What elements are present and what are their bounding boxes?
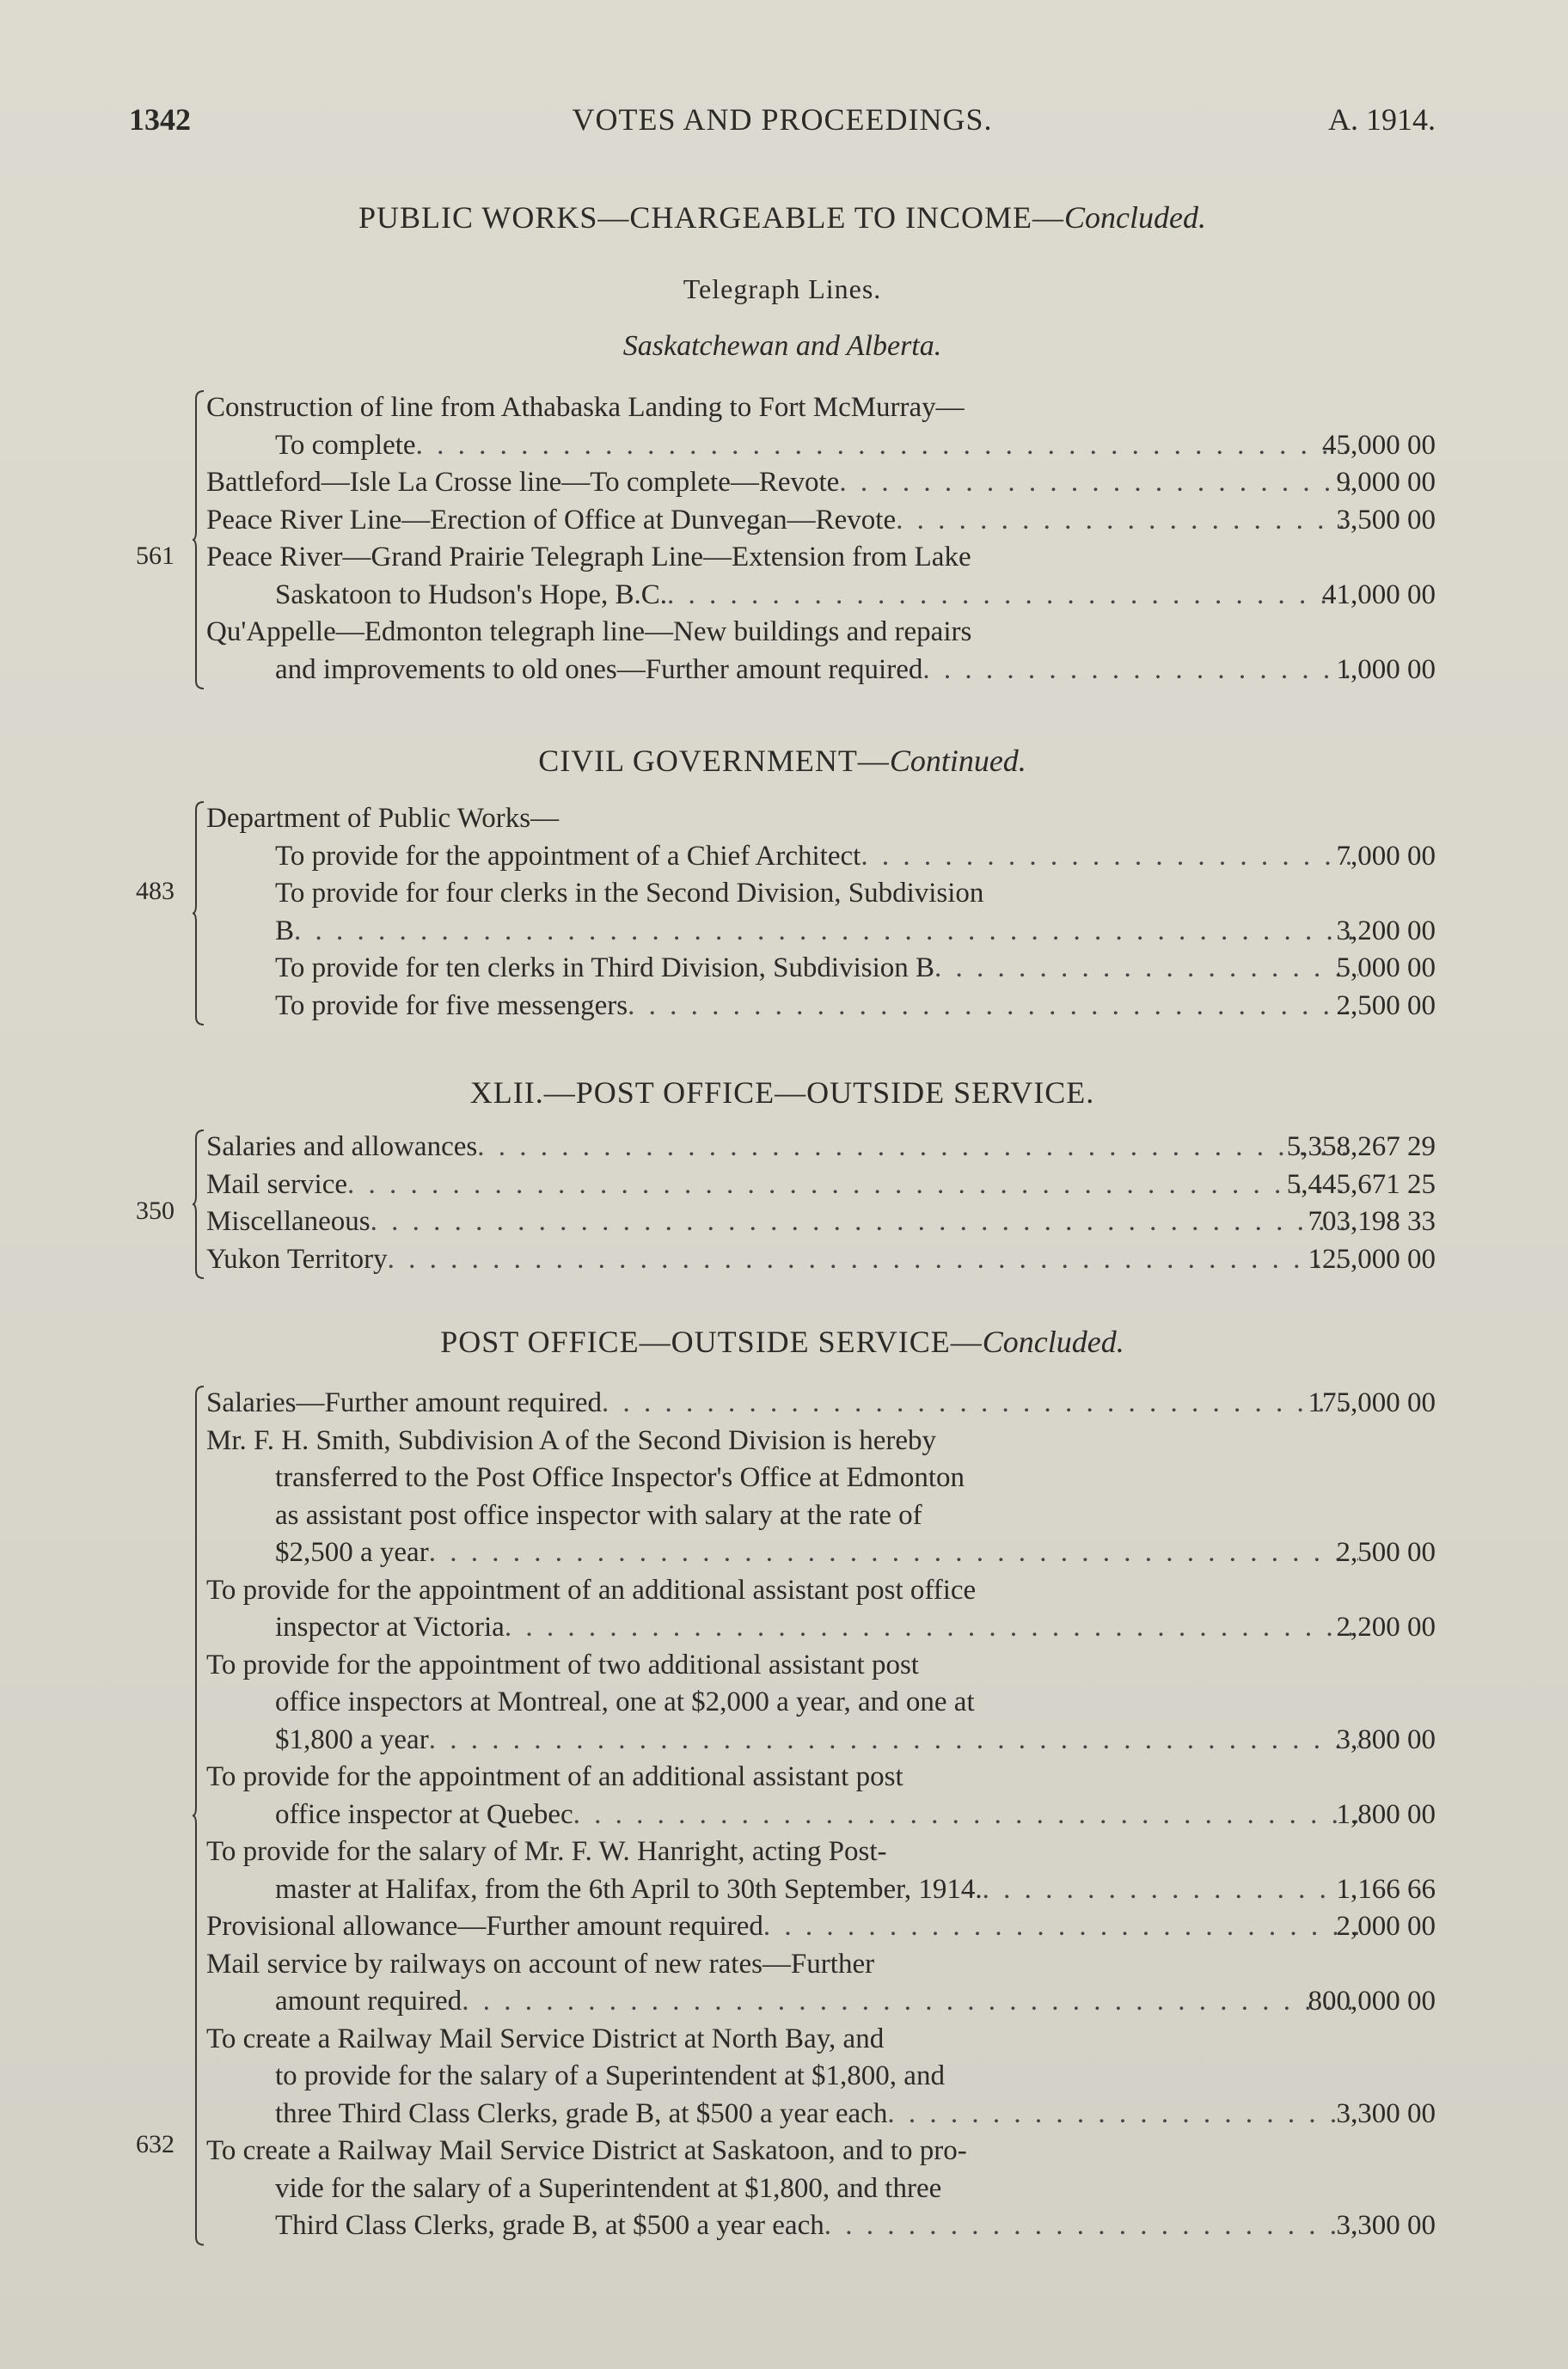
entry-text: Salaries—Further amount required <box>206 1387 603 1418</box>
entry-line <box>129 1907 1436 1945</box>
entry-line <box>129 1721 1436 1759</box>
entry-amount: 41,000 00 <box>1322 578 1436 610</box>
entry-line <box>129 1128 1436 1166</box>
entry-amount: 800,000 00 <box>1308 1986 1436 2017</box>
entry-line <box>129 538 1436 576</box>
entry-text: office inspector at Quebec <box>275 1798 573 1830</box>
entry-line <box>129 1166 1436 1203</box>
entry-text: Miscellaneous <box>206 1206 371 1237</box>
entry-text: as assistant post office inspector with salary at the rate of <box>275 1499 922 1531</box>
entry-amount: 7,000 00 <box>1336 840 1436 872</box>
vote-number: 561 <box>136 542 175 570</box>
entry-amount: 3,300 00 <box>1336 2097 1436 2129</box>
entry-line <box>129 1497 1436 1534</box>
entry-line <box>129 2132 1436 2170</box>
leader-dots <box>371 1203 1358 1240</box>
entry-text: Provisional allowance—Further amount required <box>206 1911 763 1942</box>
entry-line <box>129 837 1436 875</box>
entry-amount: 2,000 00 <box>1336 1911 1436 1942</box>
entry-text: To provide for the appointment of two additional assistant post <box>206 1649 919 1680</box>
leader-dots <box>505 1608 1358 1646</box>
entry-amount: 5,358,267 29 <box>1286 1131 1436 1162</box>
leader-dots <box>602 1384 1358 1422</box>
section-heading-public-works: PUBLIC WORKS—CHARGEABLE TO INCOME—Concluded. <box>358 200 1207 235</box>
entry-amount: 3,500 00 <box>1336 504 1436 536</box>
entry-line <box>129 426 1436 464</box>
entry-text: Mr. F. H. Smith, Subdivision A of the Second Division is hereby <box>206 1424 936 1456</box>
entry-text: To complete <box>275 429 416 461</box>
entry-line <box>129 1533 1436 1571</box>
entry-text: amount required <box>275 1986 462 2017</box>
entry-text: Construction of line from Athabaska Landing to Fort McMurray— <box>206 392 965 423</box>
entry-text: Saskatoon to Hudson's Hope, B.C. <box>275 578 668 610</box>
entry-text: To provide for four clerks in the Second Division, Subdivision <box>275 878 984 909</box>
entry-amount: 1,166 66 <box>1336 1873 1436 1905</box>
running-header <box>129 101 1436 144</box>
vote-number: 483 <box>136 877 175 905</box>
entry-line <box>129 651 1436 689</box>
vote-number: 632 <box>136 2130 175 2158</box>
entry-amount: 3,300 00 <box>1336 2210 1436 2241</box>
entry-text: Yukon Territory <box>206 1243 388 1275</box>
entry-amount: 5,000 00 <box>1336 952 1436 983</box>
entry-line <box>129 389 1436 426</box>
region-heading: Saskatchewan and Alberta. <box>622 330 942 362</box>
entry-amount: 2,500 00 <box>1336 989 1436 1021</box>
page-number: 1342 <box>129 102 191 137</box>
entry-line <box>129 1240 1436 1278</box>
entry-line <box>129 799 1436 837</box>
leader-dots <box>462 1982 1358 2020</box>
entry-line <box>129 987 1436 1025</box>
entry-text: To create a Railway Mail Service District at Saskatoon, and to pro- <box>206 2135 967 2166</box>
entry-line <box>129 1833 1436 1870</box>
entry-line <box>129 576 1436 614</box>
leader-dots <box>429 1533 1358 1571</box>
vote-number: 350 <box>136 1197 175 1225</box>
entry-line <box>129 2207 1436 2244</box>
entry-text: vide for the salary of a Superintendent at $1,800, and three <box>275 2172 942 2204</box>
leader-dots <box>388 1240 1358 1278</box>
entry-text: To provide for the appointment of an additional assistant post office <box>206 1574 977 1606</box>
entry-line <box>129 1796 1436 1833</box>
entry-text: To create a Railway Mail Service District at North Bay, and <box>206 2023 885 2054</box>
entry-amount: 5,445,671 25 <box>1286 1168 1436 1200</box>
entry-amount: 703,198 33 <box>1308 1206 1436 1237</box>
entry-amount: 3,200 00 <box>1336 915 1436 946</box>
entry-line <box>129 1758 1436 1796</box>
entry-line <box>129 2057 1436 2095</box>
entry-text: Peace River—Grand Prairie Telegraph Line—Extension from Lake <box>206 542 971 572</box>
leader-dots <box>573 1796 1358 1833</box>
leader-dots <box>477 1128 1358 1166</box>
entry-text: To provide for the salary of Mr. F. W. Hanright, acting Post- <box>206 1836 887 1867</box>
entry-amount: 45,000 00 <box>1322 429 1436 461</box>
entry-text: three Third Class Clerks, grade B, at $500 a year each <box>275 2097 888 2129</box>
leader-dots <box>294 912 1358 950</box>
entry-line <box>129 1203 1436 1240</box>
entry-amount: 1,800 00 <box>1336 1798 1436 1830</box>
entry-text: office inspectors at Montreal, one at $2,000 a year, and one at <box>275 1686 975 1717</box>
entry-text: Third Class Clerks, grade B, at $500 a year each <box>275 2210 824 2241</box>
entry-text: Mail service <box>206 1168 348 1200</box>
entry-text: master at Halifax, from the 6th April to 30th September, 1914. <box>275 1873 983 1905</box>
entry-text: Department of Public Works— <box>206 803 560 834</box>
entry-line <box>129 463 1436 501</box>
section-heading-post-office-outside: XLII.—POST OFFICE—OUTSIDE SERVICE. <box>469 1075 1095 1110</box>
entry-line <box>129 2020 1436 2058</box>
entry-line <box>129 613 1436 651</box>
entry-text: Peace River Line—Erection of Office at Dunvegan—Revote <box>206 504 897 536</box>
entry-text: to provide for the salary of a Superintendent at $1,800, and <box>275 2060 945 2091</box>
entry-line <box>129 1459 1436 1497</box>
entry-text: transferred to the Post Office Inspector's Office at Edmonton <box>275 1462 965 1493</box>
entry-line <box>129 1571 1436 1609</box>
entry-line <box>129 2170 1436 2207</box>
entry-amount: 175,000 00 <box>1308 1387 1436 1418</box>
leader-dots <box>429 1721 1358 1759</box>
entry-line <box>129 1870 1436 1908</box>
entry-text: Salaries and allowances <box>206 1131 478 1162</box>
leader-dots <box>347 1166 1358 1203</box>
entry-line <box>129 949 1436 987</box>
entry-text: To provide for five messengers <box>275 989 628 1021</box>
entry-line <box>129 1646 1436 1684</box>
entry-amount: 9,000 00 <box>1336 467 1436 498</box>
section-heading-civil-government: CIVIL GOVERNMENT—Continued. <box>538 744 1026 778</box>
running-title: VOTES AND PROCEEDINGS. <box>572 102 993 137</box>
entry-line <box>129 1422 1436 1460</box>
entry-line <box>129 1982 1436 2020</box>
entry-text: To provide for the appointment of an additional assistant post <box>206 1761 903 1792</box>
entry-text: inspector at Victoria <box>275 1612 505 1643</box>
entry-text: Qu'Appelle—Edmonton telegraph line—New buildings and repairs <box>206 616 972 647</box>
entry-line <box>129 1683 1436 1721</box>
section-heading-post-office-concluded: POST OFFICE—OUTSIDE SERVICE—Concluded. <box>440 1325 1124 1359</box>
entry-amount: 2,500 00 <box>1336 1537 1436 1568</box>
entry-line <box>129 874 1436 912</box>
entry-line <box>129 2095 1436 2133</box>
entry-text: B <box>275 915 295 946</box>
entry-line <box>129 1608 1436 1646</box>
year-label: A. 1914. <box>1328 102 1436 137</box>
entry-text: and improvements to old ones—Further amount required <box>275 653 923 685</box>
entry-text: Battleford—Isle La Crosse line—To complete—Revote <box>206 467 840 498</box>
entry-text: To provide for the appointment of a Chief Architect <box>275 840 861 872</box>
subheading-telegraph-lines: Telegraph Lines. <box>683 273 882 304</box>
entry-amount: 1,000 00 <box>1336 653 1436 685</box>
entry-text: $1,800 a year <box>275 1723 429 1755</box>
entry-amount: 125,000 00 <box>1308 1243 1436 1275</box>
entry-line <box>129 912 1436 950</box>
entry-line <box>129 1384 1436 1422</box>
entry-line <box>129 501 1436 539</box>
entry-text: $2,500 a year <box>275 1537 429 1568</box>
entry-amount: 2,200 00 <box>1336 1612 1436 1643</box>
entry-amount: 3,800 00 <box>1336 1723 1436 1755</box>
entry-text: To provide for ten clerks in Third Division, Subdivision B <box>275 952 935 983</box>
entry-text: Mail service by railways on account of new rates—Further <box>206 1948 875 1980</box>
leader-dots <box>416 426 1358 464</box>
entry-line <box>129 1945 1436 1983</box>
